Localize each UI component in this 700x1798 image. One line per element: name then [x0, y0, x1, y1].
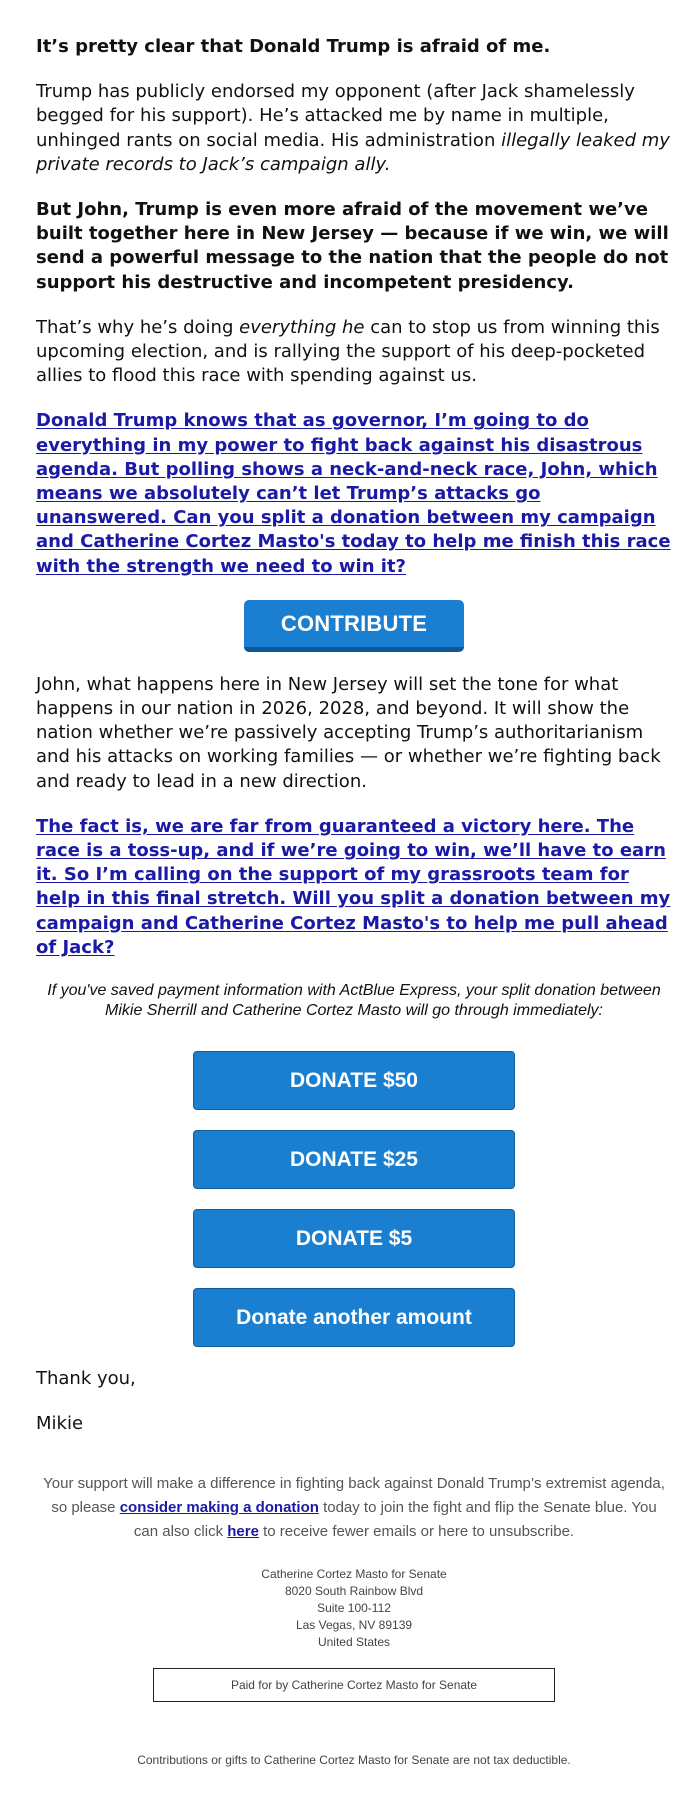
paragraph-election-italic: everything he: [239, 316, 365, 338]
paragraph-endorsement-italic: illegally leaked my private records to Jack’s campaign ally.: [36, 129, 670, 175]
tax-disclaimer: Contributions or gifts to Catherine Cortez Masto for Senate are not tax deductible.: [137, 1753, 571, 1768]
paid-for-disclaimer-box: Paid for by Catherine Cortez Masto for Senate: [153, 1668, 555, 1702]
donate-buttons: [36, 1051, 672, 1347]
footer-text: [36, 1472, 672, 1544]
paragraph-endorsement-text: Trump has publicly endorsed my opponent (after Jack shamelessly begged for his support). He’s attacked me by name in multiple, unhinged rants on social media. His administration: [36, 81, 635, 151]
donate-other-amount-button[interactable]: Donate another amount: [193, 1288, 515, 1347]
donate-5-button[interactable]: DONATE $5: [193, 1209, 515, 1268]
footer-text-3: to receive fewer emails or here to unsubscribe.: [258, 1523, 575, 1541]
contribute-button[interactable]: CONTRIBUTE: [244, 600, 464, 652]
donation-link-1[interactable]: Donald Trump knows that as governor, I’m going to do everything in my power to fight back against his disastrous agenda. But polling shows a neck-and-neck race, John, which means we absolutely can’t let Trump’s attacks go unanswered. Can you split a donation between my campaign and Catherine Cortez Masto's today to help me finish this race with the strength we need to win it?: [36, 410, 671, 577]
donation-link-paragraph-2: [36, 815, 672, 960]
actblue-express-note: If you've saved payment information with ActBlue Express, your split donation between Mikie Sherrill and Catherine Cortez Masto will go through immediately:: [47, 982, 661, 1020]
paragraph-endorsement: [36, 80, 672, 177]
address-line-street: 8020 South Rainbow Blvd: [284, 1584, 424, 1599]
consider-donation-link[interactable]: consider making a donation: [119, 1499, 319, 1517]
footer-text-1: Your support will make a difference in fighting back against Donald Trump’s extremist agenda, so please: [43, 1475, 665, 1517]
thank-you: Thank you,: [36, 1368, 136, 1390]
address-line-org: Catherine Cortez Masto for Senate: [261, 1567, 447, 1582]
opening-paragraph: It’s pretty clear that Donald Trump is afraid of me.: [36, 36, 551, 57]
address-line-country: United States: [317, 1635, 391, 1650]
paragraph-movement: But John, Trump is even more afraid of the movement we’ve built together here in New Jersey — because if we win, we will send a powerful message to the nation that the people do not support his destructive and incompetent presidency.: [36, 199, 669, 293]
address-line-city: Las Vegas, NV 89139: [295, 1618, 413, 1633]
signature: Mikie: [36, 1413, 84, 1435]
address-line-suite: Suite 100-112: [317, 1601, 391, 1616]
paragraph-election: [36, 316, 672, 389]
paragraph-election-before: That’s why he’s doing: [36, 316, 240, 338]
paragraph-election-after: can to stop us from winning this upcoming election, and is rallying the support of his deep-pocketed allies to flood this race with spending against us.: [36, 316, 660, 387]
fewer-emails-link[interactable]: here: [227, 1523, 259, 1541]
contribute-wrap: [36, 600, 672, 673]
footer-text-2: today to join the fight and flip the Senate blue. You can also click: [133, 1499, 657, 1541]
donate-25-button[interactable]: DONATE $25: [193, 1130, 515, 1189]
donation-link-2[interactable]: The fact is, we are far from guaranteed a victory here. The race is a toss-up, and if we’re going to win, we’ll have to earn it. So I’m calling on the support of my grassroots team for help in this final stretch. Will you split a donation between my campaign and Catherine Cortez Masto's to help me pull ahead of Jack?: [36, 815, 671, 958]
paragraph-tone: John, what happens here in New Jersey will set the tone for what happens in our nation in 2026, 2028, and beyond. It will show the nation whether we’re passively accepting Trump’s authoritarianism and his attacks on working families — or whether we’re fighting back and ready to lead in a new direction.: [36, 673, 661, 792]
donation-link-paragraph-1: [36, 409, 672, 578]
donate-50-button[interactable]: DONATE $50: [193, 1051, 515, 1110]
mailing-address: [36, 1566, 672, 1651]
